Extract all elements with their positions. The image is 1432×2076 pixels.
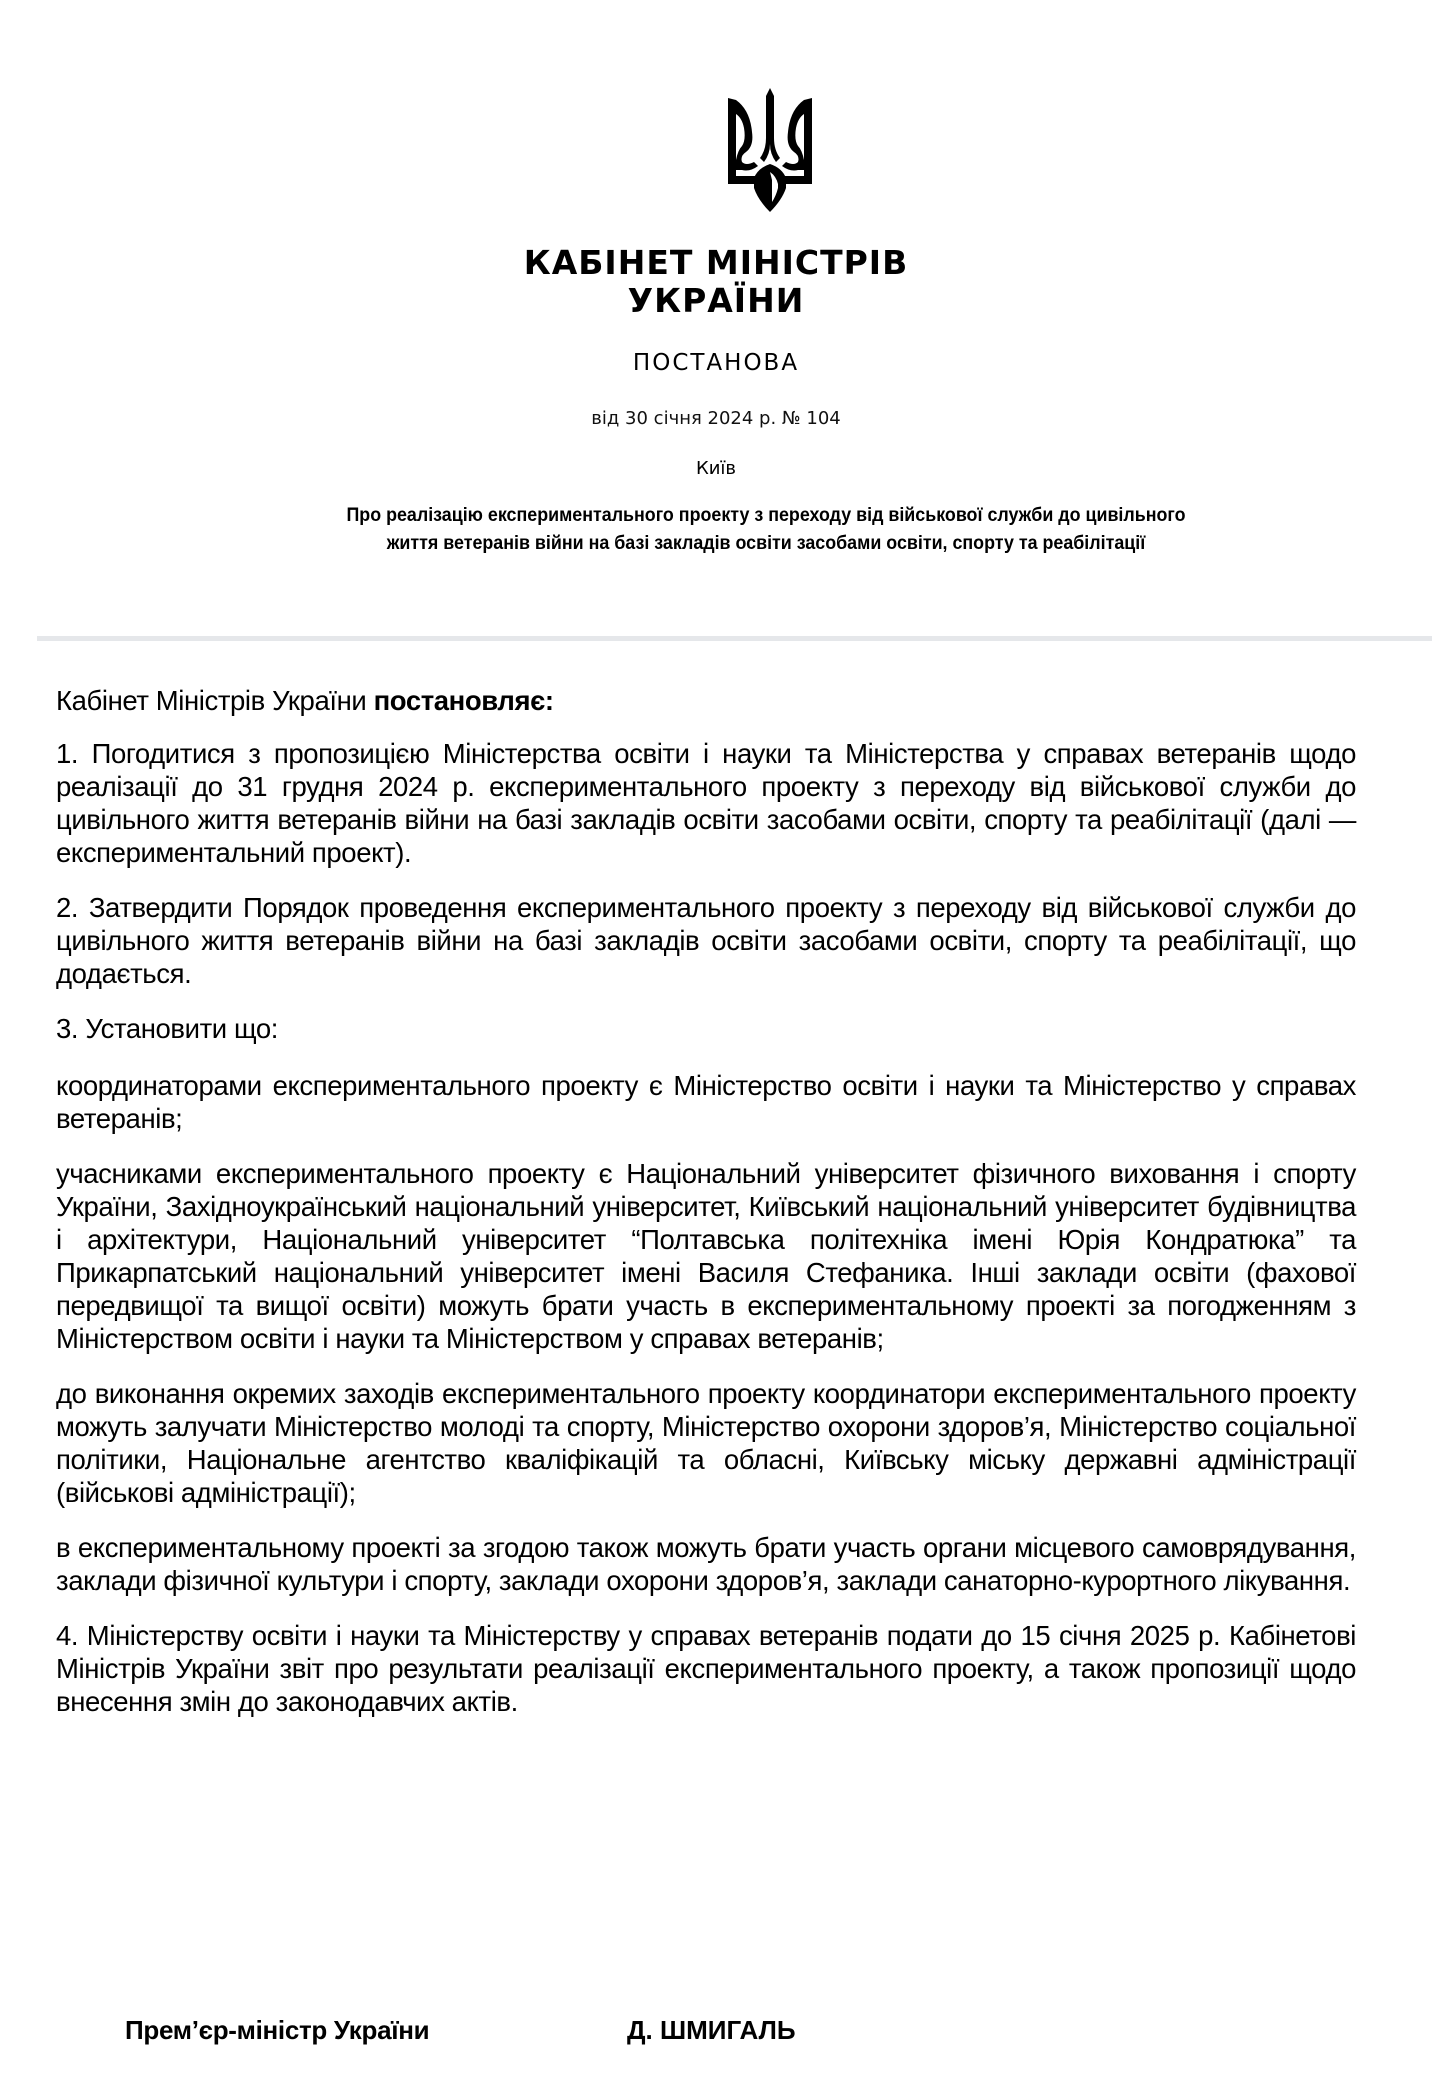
- paragraph-item-4: 4. Міністерству освіти і науки та Міністерству у справах ветеранів подати до 15 січня 2025 р. Кабінетові Міністрів України звіт про результати реалізації експериментального проекту, а також пропозиції щодо внесення змін до законодавчих актів.: [56, 1620, 1356, 1717]
- paragraph-item-3-heading: 3. Установити що:: [56, 1013, 279, 1044]
- signatory-name: Д. ШМИГАЛЬ: [627, 2015, 796, 2045]
- paragraph-coordinators: координаторами експериментального проекту є Міністерство освіти і науки та Міністерство у справах ветеранів;: [56, 1070, 1356, 1134]
- paragraph-item-1: 1. Погодитися з пропозицією Міністерства освіти і науки та Міністерства у справах ветеранів щодо реалізації до 31 грудня 2024 р. експериментального проекту з переходу від військової служби до цивільного життя ветеранів війни на базі закладів освіти засобами освіти, спорту та реабілітації (далі — експериментальний проект).: [56, 738, 1356, 868]
- organization-title-line1: КАБІНЕТ МІНІСТРІВ: [523, 243, 909, 282]
- document-body: [56, 684, 1356, 1740]
- paragraph-voluntary-participants: в експериментальному проекті за згодою також можуть брати участь органи місцевого самоврядування, заклади фізичної культури і спорту, заклади охорони здоров’я, заклади санаторно-курортного лікування.: [56, 1532, 1356, 1596]
- paragraph-item-2: 2. Затвердити Порядок проведення експериментального проекту з переходу від військової служби до цивільного життя ветеранів війни на базі закладів освіти засобами освіти, спорту та реабілітації, що додається.: [56, 892, 1356, 989]
- organization-title-line2: УКРАЇНИ: [627, 281, 805, 320]
- paragraph-involved-bodies: до виконання окремих заходів експериментального проекту координатори експериментального проекту можуть залучати Міністерство молоді та спорту, Міністерство охорони здоров’я, Міністерство соціальної політики, Національне агентство кваліфікацій та обласні, Київську міську державні адміністрації (військові адміністрації);: [56, 1378, 1356, 1508]
- document-city: Київ: [695, 458, 737, 479]
- document-date-number: від 30 січня 2024 р. № 104: [591, 408, 841, 429]
- preamble: [56, 684, 1356, 717]
- organization-title: [0, 244, 1432, 320]
- preamble-resolves: постановляє:: [373, 685, 554, 716]
- paragraph-participants: учасниками експериментального проекту є Національний університет фізичного виховання і спорту України, Західноукраїнський національний університет, Київський національний університет будівництва і архітектури, Національний університет “Полтавська політехніка імені Юрія Кондратюка” та Прикарпатський національний університет імені Василя Стефаника. Інші заклади освіти (фахової передвищої та вищої освіти) можуть брати участь в експериментальному проекті за погодженням з Міністерством освіти і науки та Міністерством у справах ветеранів;: [56, 1158, 1356, 1354]
- signatory-title: Прем’єр-міністр України: [125, 2015, 430, 2045]
- document-subject: Про реалізацію експериментального проекту з переходу від військової служби до цивільного життя ветеранів війни на базі закладів освіти засобами освіти, спорту та реабілітації: [346, 505, 1186, 554]
- header-divider: [37, 636, 1432, 641]
- ukraine-trident-emblem-icon: [728, 88, 812, 212]
- preamble-text: Кабінет Міністрів України: [56, 685, 374, 716]
- document-type: ПОСТАНОВА: [632, 350, 800, 376]
- signature-block: [0, 2015, 1432, 2055]
